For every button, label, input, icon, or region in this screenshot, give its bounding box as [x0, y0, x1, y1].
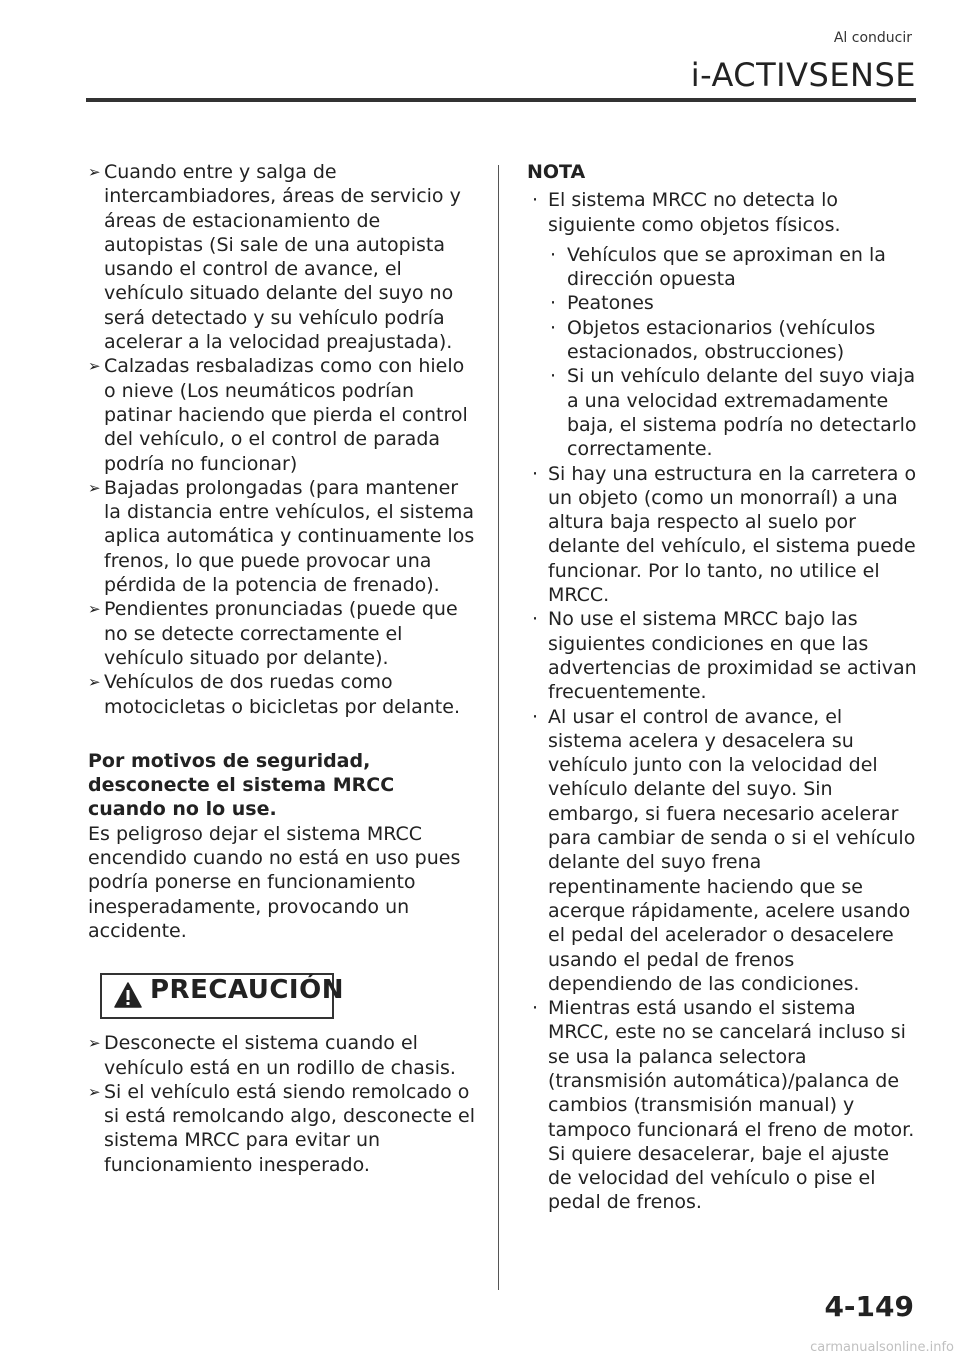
list-item: [88, 354, 478, 475]
right-column: [527, 160, 917, 1215]
list-item: [527, 462, 917, 608]
arrow-bullet-icon: ➢: [88, 1034, 101, 1053]
list-item-text: Si el vehículo está siendo remolcado o si está remolcando algo, desconecte el sistema MRCC para evitar un funcionamiento inesperado.: [104, 1080, 476, 1176]
list-item-text: Calzadas resbaladizas como con hielo o nieve (Los neumáticos podrían patinar haciendo que pierda el control del vehículo, o el control de parada podría no funcionar): [104, 355, 468, 475]
arrow-bullet-icon: ➢: [88, 1082, 101, 1101]
dot-bullet-icon: ·: [532, 608, 539, 631]
caution-title: PRECAUCIÓN: [150, 975, 344, 1006]
bullet-list: [88, 160, 478, 719]
dot-bullet-icon: ·: [550, 292, 557, 315]
caution-box: [100, 973, 344, 1019]
list-item: [527, 996, 917, 1215]
header-section-label: Al conducir: [833, 30, 912, 46]
list-item-text: Al usar el control de avance, el sistema acelera y desacelera su vehículo junto con la velocidad del vehículo delante del suyo. Sin embargo, si fuera necesario acelerar para cambiar de senda o si el vehículo delante del suyo frena repentinamente haciendo que se acerque rápidamente, acelere usando el pedal del acelerador o desacelere usando el pedal de frenos dependiendo de las condiciones.: [548, 705, 916, 995]
list-item-text: Desconecte el sistema cuando el vehículo está en un rodillo de chasis.: [104, 1032, 456, 1079]
list-item: [88, 160, 478, 354]
sub-list-item-text: Peatones: [567, 292, 654, 315]
list-item-text: Si hay una estructura en la carretera o un objeto (como un monorraíl) a una altura baja respecto al suelo por delante del vehículo, el sistema puede funcionar. Por lo tanto, no utilice el MRCC.: [548, 462, 917, 607]
note-list: [527, 188, 917, 1214]
list-item-text: El sistema MRCC no detecta lo siguiente como objetos físicos.: [548, 189, 841, 236]
dot-bullet-icon: ·: [532, 997, 539, 1020]
list-item: [88, 597, 478, 670]
list-item-text: Bajadas prolongadas (para mantener la distancia entre vehículos, el sistema aplica automática y continuamente los frenos, lo que puede provocar una pérdida de la potencia de frenado).: [104, 476, 475, 597]
dot-bullet-icon: ·: [532, 705, 539, 728]
sub-list-item-text: Si un vehículo delante del suyo viaja a una velocidad extremadamente baja, el sistema podría no detectarlo correctamente.: [567, 365, 917, 461]
list-item: [527, 705, 917, 997]
sub-list-item-text: Vehículos que se aproximan en la dirección opuesta: [567, 243, 886, 291]
list-item: [88, 670, 478, 719]
sub-list-item: [548, 291, 917, 315]
warning-triangle-icon: [114, 982, 142, 1008]
dot-bullet-icon: ·: [532, 462, 539, 485]
watermark: carmanualsonline.info: [810, 1340, 954, 1355]
sub-list: [548, 243, 917, 462]
sub-list-item-text: Objetos estacionarios (vehículos estacionados, obstrucciones): [567, 316, 876, 364]
header-title: i-ACTIVSENSE: [690, 56, 916, 94]
safety-paragraph: Es peligroso dejar el sistema MRCC encendido cuando no está en uso pues podría ponerse en funcionamiento inesperadamente, provocando un accidente.: [88, 822, 461, 942]
sub-list-item: [548, 364, 917, 461]
list-item-text: Mientras está usando el sistema MRCC, este no se cancelará incluso si se usa la palanca selectora (transmisión automática)/palanca de cambios (transmisión manual) y tampoco funcionará el freno de motor. Si quiere desacelerar, baje el ajuste de velocidad del vehículo o pise el pedal de frenos.: [548, 997, 915, 1214]
list-item-text: Cuando entre y salga de intercambiadores, áreas de servicio y áreas de estacionamiento de autopistas (Si sale de una autopista usando el control de avance, el vehículo situado delante del suyo no será detectado y su vehículo podría acelerar a la velocidad preajustada).: [104, 161, 461, 354]
note-title: NOTA: [527, 161, 586, 183]
dot-bullet-icon: ·: [550, 243, 557, 266]
arrow-bullet-icon: ➢: [88, 478, 101, 497]
arrow-bullet-icon: ➢: [88, 357, 101, 376]
dot-bullet-icon: ·: [532, 189, 539, 212]
list-item: [88, 1080, 478, 1177]
list-item: [88, 1031, 478, 1080]
page-number: 4-149: [824, 1290, 914, 1323]
dot-bullet-icon: ·: [550, 365, 557, 388]
list-item-text: No use el sistema MRCC bajo las siguientes condiciones en que las advertencias de proximidad se activan frecuentemente.: [548, 608, 917, 704]
list-item: [527, 188, 917, 461]
list-item-text: Pendientes pronunciadas (puede que no se detecte correctamente el vehículo situado por delante).: [104, 598, 458, 669]
left-column: [88, 160, 478, 1177]
caution-bullet-list: [88, 1031, 478, 1177]
safety-heading: Por motivos de seguridad, desconecte el sistema MRCC cuando no lo use.: [88, 749, 395, 821]
dot-bullet-icon: ·: [550, 316, 557, 339]
sub-list-item: [548, 316, 917, 365]
arrow-bullet-icon: ➢: [88, 600, 101, 619]
arrow-bullet-icon: ➢: [88, 163, 101, 181]
list-item: [527, 607, 917, 704]
list-item-text: Vehículos de dos ruedas como motocicletas o bicicletas por delante.: [104, 671, 460, 718]
column-divider: [498, 165, 499, 1290]
list-item: [88, 476, 478, 597]
header-rule: [86, 98, 916, 102]
arrow-bullet-icon: ➢: [88, 673, 101, 692]
sub-list-item: [548, 243, 917, 292]
